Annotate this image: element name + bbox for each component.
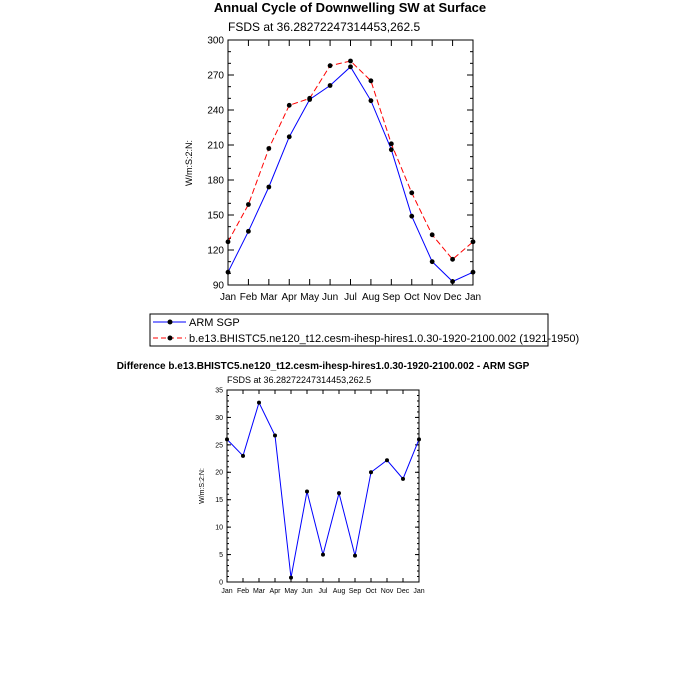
chart2-x-tick-label: Feb — [236, 588, 250, 595]
chart1-y-tick-label: 90 — [212, 280, 224, 292]
chart2-subtitle: FSDS at 36.28272247314453,262.5 — [227, 375, 372, 385]
chart1-series-0-point — [369, 98, 374, 103]
chart2-series-0-point — [321, 553, 325, 557]
chart1-subtitle: FSDS at 36.28272247314453,262.5 — [228, 20, 421, 34]
chart1-series-1-point — [246, 202, 251, 207]
chart1-series-1-point — [389, 141, 394, 146]
chart1-x-tick-label: Oct — [403, 292, 420, 303]
chart1-series-0-point — [287, 134, 292, 139]
chart1-y-tick-label: 180 — [207, 175, 224, 187]
chart2-y-tick-label: 35 — [215, 387, 223, 395]
chart1-series-0-point — [471, 270, 476, 275]
chart1-series-0-line — [228, 67, 473, 282]
chart2-title: Difference b.e13.BHISTC5.ne120_t12.cesm-ihesp-hires1.0.30-1920-2100.002 - ARM SGP — [116, 361, 530, 372]
chart2-series-0-line — [227, 403, 419, 578]
chart1-y-tick-label: 300 — [207, 35, 224, 47]
chart2-series-0-point — [401, 477, 405, 481]
chart2-y-tick-label: 15 — [215, 497, 223, 505]
chart1-y-tick-label: 150 — [207, 210, 224, 222]
chart1-y-tick-label: 270 — [207, 70, 224, 82]
chart2-x-tick-label: May — [284, 588, 298, 595]
chart2-x-tick-label: Jan — [413, 588, 425, 595]
chart2-series-0-point — [337, 491, 341, 495]
chart2-y-tick-label: 5 — [219, 552, 223, 560]
chart1-x-tick-label: Mar — [260, 292, 278, 303]
legend-marker-arm-sgp — [168, 320, 173, 325]
chart1-series-1-point — [266, 146, 271, 151]
chart1-x-tick-label: Sep — [382, 292, 401, 303]
chart1-series-0-point — [409, 214, 414, 219]
chart1-series-1-line — [228, 61, 473, 259]
chart2-y-tick-label: 10 — [215, 524, 223, 532]
chart1-series-1-point — [471, 239, 476, 244]
chart2-y-tick-label: 20 — [215, 469, 223, 477]
chart1-x-tick-label: Aug — [362, 292, 380, 303]
chart2-series-0-point — [305, 489, 309, 493]
chart1-series-0-point — [226, 270, 231, 275]
chart1-x-tick-label: Jun — [322, 292, 339, 303]
chart1-title: Annual Cycle of Downwelling SW at Surface — [213, 0, 487, 15]
chart2-y-tick-label: 25 — [215, 442, 223, 450]
chart1-series-1-point — [348, 59, 353, 64]
chart1-y-tick-label: 120 — [207, 245, 224, 257]
chart1-x-tick-label: Dec — [443, 292, 462, 303]
chart2-series-0-point — [369, 470, 373, 474]
chart1-series-1-point — [328, 63, 333, 68]
chart2-x-tick-label: Nov — [380, 588, 394, 595]
legend-marker-model — [168, 336, 173, 341]
chart1-series-1-point — [307, 96, 312, 101]
chart2-x-tick-label: Aug — [332, 588, 346, 595]
chart2-x-tick-label: Jun — [301, 588, 313, 595]
chart2-series-0-point — [225, 437, 229, 441]
chart2-y-tick-label: 30 — [215, 414, 223, 422]
chart1-series-1-point — [226, 239, 231, 244]
chart2-x-tick-label: Jan — [221, 588, 233, 595]
chart1-y-tick-label: 240 — [207, 105, 224, 117]
chart1-x-tick-label: Nov — [423, 292, 442, 303]
chart2-series-0-point — [241, 454, 245, 458]
legend-label-model: b.e13.BHISTC5.ne120_t12.cesm-ihesp-hires1.0.30-1920-2100.002 (1921-1950) — [189, 333, 580, 345]
chart2-x-tick-label: Sep — [348, 588, 362, 595]
chart2-series-0-point — [417, 437, 421, 441]
chart1-x-tick-label: Apr — [281, 292, 298, 303]
chart2-x-tick-label: Oct — [365, 588, 377, 595]
chart2-series-0-point — [273, 434, 277, 438]
chart1-series-0-point — [450, 279, 455, 284]
chart1-x-tick-label: Jan — [219, 292, 237, 303]
chart1-series-0-point — [246, 229, 251, 234]
chart2-series-0-point — [289, 576, 293, 580]
chart2-x-tick-label: Apr — [269, 588, 281, 595]
chart1-series-1-point — [287, 103, 292, 108]
chart2-x-tick-label: Jul — [318, 588, 328, 595]
chart1-series-1-point — [430, 232, 435, 237]
chart1-series-0-point — [430, 259, 435, 264]
chart1-series-0-point — [348, 64, 353, 69]
legend-label-arm-sgp: ARM SGP — [189, 317, 240, 329]
chart1-series-1-point — [409, 190, 414, 195]
chart1-series-1-point — [369, 78, 374, 83]
chart1-x-tick-label: Jul — [344, 292, 357, 303]
chart1-legend — [150, 314, 579, 346]
chart1-plot-frame — [228, 40, 473, 285]
chart1-series-0-point — [266, 185, 271, 190]
chart1-series-0-point — [389, 147, 394, 152]
chart1-x-tick-label: Feb — [239, 292, 258, 303]
chart2-series-0-point — [353, 554, 357, 558]
chart2-series-0-point — [385, 458, 389, 462]
chart1-y-tick-label: 210 — [207, 140, 224, 152]
chart1-x-tick-label: Jan — [464, 292, 482, 303]
chart2-x-tick-label: Mar — [252, 588, 266, 595]
chart2-y-tick-label: 0 — [219, 579, 223, 587]
chart2-series-0-point — [257, 401, 261, 405]
chart1-series-1-point — [450, 257, 455, 262]
chart2-x-tick-label: Dec — [396, 588, 410, 595]
chart2-y-axis-label: W/m:S:2:N: — [199, 468, 206, 504]
chart1-y-axis-label: W/m:S:2:N: — [184, 139, 194, 187]
chart1-series-0-point — [328, 83, 333, 88]
chart1-x-tick-label: May — [300, 292, 320, 303]
